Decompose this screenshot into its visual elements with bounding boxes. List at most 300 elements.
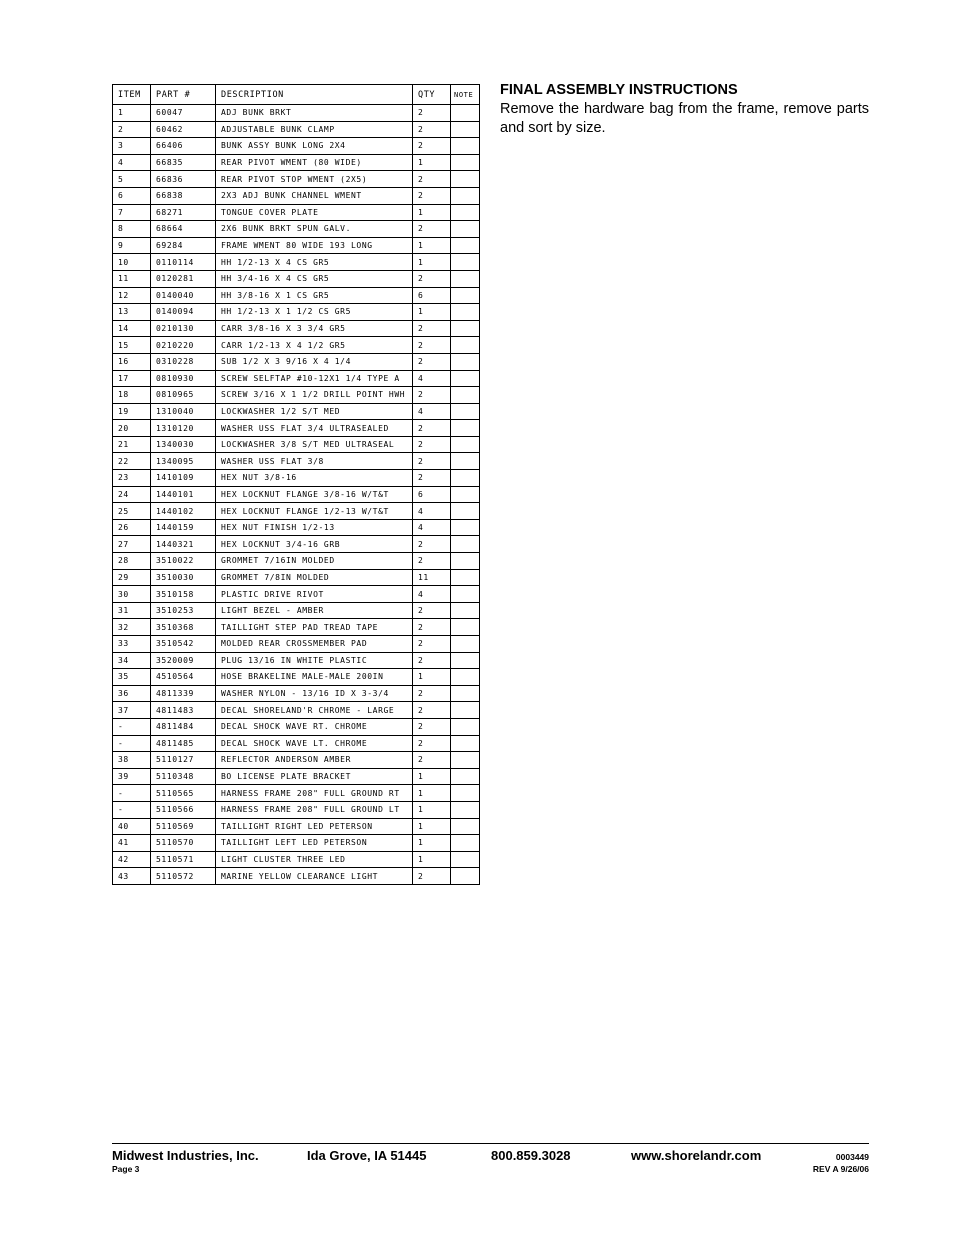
- qty-cell: 1: [413, 237, 451, 254]
- table-row: [113, 138, 480, 155]
- table-row: [113, 785, 480, 802]
- table-header-row: [113, 85, 480, 105]
- note-cell: [451, 304, 480, 321]
- description-cell: BUNK ASSY BUNK LONG 2X4: [216, 138, 413, 155]
- table-row: [113, 370, 480, 387]
- table-row: [113, 536, 480, 553]
- qty-cell: 6: [413, 287, 451, 304]
- table-row: [113, 453, 480, 470]
- item-cell: 21: [113, 436, 151, 453]
- instructions-body: Remove the hardware bag from the frame, remove parts and sort by size.: [500, 101, 869, 136]
- part-number-cell: 68271: [151, 204, 216, 221]
- description-cell: DECAL SHOCK WAVE LT. CHROME: [216, 735, 413, 752]
- part-number-cell: 3510368: [151, 619, 216, 636]
- item-cell: 8: [113, 221, 151, 238]
- qty-cell: 4: [413, 586, 451, 603]
- qty-cell: 11: [413, 569, 451, 586]
- note-cell: [451, 337, 480, 354]
- description-cell: TAILLIGHT STEP PAD TREAD TAPE: [216, 619, 413, 636]
- part-number-cell: 1310040: [151, 403, 216, 420]
- note-cell: [451, 187, 480, 204]
- part-number-cell: 4510564: [151, 669, 216, 686]
- qty-cell: 2: [413, 420, 451, 437]
- table-row: [113, 171, 480, 188]
- note-cell: [451, 105, 480, 122]
- description-cell: BO LICENSE PLATE BRACKET: [216, 768, 413, 785]
- table-row: [113, 320, 480, 337]
- qty-cell: 1: [413, 785, 451, 802]
- item-cell: -: [113, 735, 151, 752]
- note-cell: [451, 702, 480, 719]
- table-row: [113, 187, 480, 204]
- note-cell: [451, 536, 480, 553]
- item-cell: 23: [113, 470, 151, 487]
- qty-cell: 2: [413, 187, 451, 204]
- description-cell: HH 3/8-16 X 1 CS GR5: [216, 287, 413, 304]
- table-row: [113, 768, 480, 785]
- part-number-cell: 4811485: [151, 735, 216, 752]
- description-cell: GROMMET 7/16IN MOLDED: [216, 553, 413, 570]
- qty-cell: 4: [413, 403, 451, 420]
- part-number-cell: 0210220: [151, 337, 216, 354]
- note-cell: [451, 519, 480, 536]
- footer-revision: REV A 9/26/06: [812, 1164, 869, 1174]
- table-row: [113, 801, 480, 818]
- description-cell: PLUG 13/16 IN WHITE PLASTIC: [216, 652, 413, 669]
- part-number-cell: 0140040: [151, 287, 216, 304]
- note-cell: [451, 171, 480, 188]
- item-cell: 36: [113, 685, 151, 702]
- item-cell: 33: [113, 636, 151, 653]
- instructions-title: FINAL ASSEMBLY INSTRUCTIONS: [500, 82, 738, 98]
- part-number-cell: 3520009: [151, 652, 216, 669]
- qty-cell: 2: [413, 270, 451, 287]
- description-cell: WASHER NYLON - 13/16 ID X 3-3/4: [216, 685, 413, 702]
- part-number-cell: 1440321: [151, 536, 216, 553]
- part-number-cell: 0210130: [151, 320, 216, 337]
- qty-cell: 2: [413, 138, 451, 155]
- item-cell: 10: [113, 254, 151, 271]
- table-row: [113, 221, 480, 238]
- description-cell: HEX LOCKNUT FLANGE 1/2-13 W/T&T: [216, 503, 413, 520]
- description-cell: SCREW 3/16 X 1 1/2 DRILL POINT HWH: [216, 387, 413, 404]
- footer-page-number: Page 3: [112, 1164, 140, 1174]
- table-row: [113, 569, 480, 586]
- description-cell: LIGHT CLUSTER THREE LED: [216, 851, 413, 868]
- item-cell: 1: [113, 105, 151, 122]
- part-number-cell: 0140094: [151, 304, 216, 321]
- part-number-cell: 66835: [151, 154, 216, 171]
- part-number-cell: 5110127: [151, 752, 216, 769]
- item-cell: 28: [113, 553, 151, 570]
- item-cell: 13: [113, 304, 151, 321]
- table-row: [113, 353, 480, 370]
- table-row: [113, 403, 480, 420]
- description-cell: LOCKWASHER 3/8 S/T MED ULTRASEAL: [216, 436, 413, 453]
- item-cell: -: [113, 801, 151, 818]
- part-number-cell: 5110570: [151, 835, 216, 852]
- final-assembly-instructions: [500, 80, 869, 138]
- description-cell: HH 1/2-13 X 1 1/2 CS GR5: [216, 304, 413, 321]
- qty-cell: 1: [413, 204, 451, 221]
- note-cell: [451, 801, 480, 818]
- footer-website: www.shorelandr.com: [631, 1148, 762, 1163]
- item-cell: 25: [113, 503, 151, 520]
- item-cell: 6: [113, 187, 151, 204]
- qty-cell: 2: [413, 453, 451, 470]
- table-row: [113, 304, 480, 321]
- description-cell: WASHER USS FLAT 3/8: [216, 453, 413, 470]
- description-cell: CARR 1/2-13 X 4 1/2 GR5: [216, 337, 413, 354]
- item-cell: 37: [113, 702, 151, 719]
- table-row: [113, 420, 480, 437]
- footer-doc-number: 0003449: [835, 1152, 869, 1162]
- note-cell: [451, 403, 480, 420]
- description-cell: HEX NUT FINISH 1/2-13: [216, 519, 413, 536]
- table-row: [113, 105, 480, 122]
- note-cell: [451, 470, 480, 487]
- description-cell: HARNESS FRAME 208" FULL GROUND LT: [216, 801, 413, 818]
- note-cell: [451, 121, 480, 138]
- note-cell: [451, 486, 480, 503]
- description-cell: TAILLIGHT LEFT LED PETERSON: [216, 835, 413, 852]
- qty-cell: 1: [413, 818, 451, 835]
- footer-divider: [112, 1143, 869, 1144]
- part-number-cell: 60462: [151, 121, 216, 138]
- item-cell: 30: [113, 586, 151, 603]
- part-number-cell: 4811484: [151, 718, 216, 735]
- qty-cell: 1: [413, 669, 451, 686]
- table-row: [113, 237, 480, 254]
- qty-cell: 2: [413, 685, 451, 702]
- item-cell: 42: [113, 851, 151, 868]
- col-header-part: PART #: [151, 85, 216, 105]
- note-cell: [451, 353, 480, 370]
- part-number-cell: 66406: [151, 138, 216, 155]
- item-cell: 20: [113, 420, 151, 437]
- qty-cell: 2: [413, 470, 451, 487]
- table-row: [113, 387, 480, 404]
- item-cell: 43: [113, 868, 151, 885]
- note-cell: [451, 569, 480, 586]
- description-cell: DECAL SHOCK WAVE RT. CHROME: [216, 718, 413, 735]
- table-row: [113, 586, 480, 603]
- table-row: [113, 619, 480, 636]
- table-row: [113, 519, 480, 536]
- description-cell: HEX LOCKNUT 3/4-16 GRB: [216, 536, 413, 553]
- part-number-cell: 1310120: [151, 420, 216, 437]
- table-row: [113, 204, 480, 221]
- item-cell: 3: [113, 138, 151, 155]
- item-cell: 2: [113, 121, 151, 138]
- part-number-cell: 5110572: [151, 868, 216, 885]
- qty-cell: 2: [413, 553, 451, 570]
- item-cell: 32: [113, 619, 151, 636]
- note-cell: [451, 503, 480, 520]
- note-cell: [451, 204, 480, 221]
- note-cell: [451, 237, 480, 254]
- note-cell: [451, 320, 480, 337]
- table-row: [113, 436, 480, 453]
- part-number-cell: 0310228: [151, 353, 216, 370]
- note-cell: [451, 785, 480, 802]
- description-cell: ADJUSTABLE BUNK CLAMP: [216, 121, 413, 138]
- item-cell: 40: [113, 818, 151, 835]
- table-row: [113, 835, 480, 852]
- item-cell: 41: [113, 835, 151, 852]
- qty-cell: 2: [413, 171, 451, 188]
- item-cell: 19: [113, 403, 151, 420]
- table-row: [113, 851, 480, 868]
- description-cell: FRAME WMENT 80 WIDE 193 LONG: [216, 237, 413, 254]
- part-number-cell: 4811483: [151, 702, 216, 719]
- item-cell: 17: [113, 370, 151, 387]
- note-cell: [451, 254, 480, 271]
- note-cell: [451, 270, 480, 287]
- part-number-cell: 3510542: [151, 636, 216, 653]
- part-number-cell: 5110565: [151, 785, 216, 802]
- note-cell: [451, 154, 480, 171]
- description-cell: REAR PIVOT STOP WMENT (2X5): [216, 171, 413, 188]
- description-cell: PLASTIC DRIVE RIVOT: [216, 586, 413, 603]
- col-header-description: DESCRIPTION: [216, 85, 413, 105]
- description-cell: HEX LOCKNUT FLANGE 3/8-16 W/T&T: [216, 486, 413, 503]
- item-cell: 18: [113, 387, 151, 404]
- table-row: [113, 752, 480, 769]
- footer-company: Midwest Industries, Inc.: [112, 1148, 259, 1163]
- note-cell: [451, 619, 480, 636]
- qty-cell: 2: [413, 702, 451, 719]
- part-number-cell: 1440102: [151, 503, 216, 520]
- note-cell: [451, 718, 480, 735]
- table-row: [113, 735, 480, 752]
- part-number-cell: 5110571: [151, 851, 216, 868]
- part-number-cell: 5110348: [151, 768, 216, 785]
- description-cell: 2X6 BUNK BRKT SPUN GALV.: [216, 221, 413, 238]
- table-row: [113, 254, 480, 271]
- part-number-cell: 66838: [151, 187, 216, 204]
- qty-cell: 2: [413, 602, 451, 619]
- qty-cell: 2: [413, 636, 451, 653]
- item-cell: 35: [113, 669, 151, 686]
- part-number-cell: 1410109: [151, 470, 216, 487]
- note-cell: [451, 436, 480, 453]
- qty-cell: 2: [413, 320, 451, 337]
- table-row: [113, 602, 480, 619]
- table-row: [113, 702, 480, 719]
- part-number-cell: 0120281: [151, 270, 216, 287]
- part-number-cell: 3510022: [151, 553, 216, 570]
- item-cell: 22: [113, 453, 151, 470]
- note-cell: [451, 652, 480, 669]
- table-row: [113, 503, 480, 520]
- qty-cell: 2: [413, 121, 451, 138]
- table-row: [113, 470, 480, 487]
- part-number-cell: 3510030: [151, 569, 216, 586]
- item-cell: 7: [113, 204, 151, 221]
- description-cell: SUB 1/2 X 3 9/16 X 4 1/4: [216, 353, 413, 370]
- note-cell: [451, 851, 480, 868]
- description-cell: MOLDED REAR CROSSMEMBER PAD: [216, 636, 413, 653]
- item-cell: -: [113, 785, 151, 802]
- table-row: [113, 154, 480, 171]
- table-row: [113, 652, 480, 669]
- note-cell: [451, 586, 480, 603]
- part-number-cell: 0810965: [151, 387, 216, 404]
- qty-cell: 2: [413, 436, 451, 453]
- item-cell: 12: [113, 287, 151, 304]
- qty-cell: 4: [413, 370, 451, 387]
- item-cell: 5: [113, 171, 151, 188]
- note-cell: [451, 221, 480, 238]
- part-number-cell: 1440101: [151, 486, 216, 503]
- part-number-cell: 68664: [151, 221, 216, 238]
- note-cell: [451, 387, 480, 404]
- part-number-cell: 69284: [151, 237, 216, 254]
- part-number-cell: 0110114: [151, 254, 216, 271]
- description-cell: MARINE YELLOW CLEARANCE LIGHT: [216, 868, 413, 885]
- note-cell: [451, 453, 480, 470]
- item-cell: 26: [113, 519, 151, 536]
- qty-cell: 2: [413, 221, 451, 238]
- qty-cell: 2: [413, 337, 451, 354]
- description-cell: HH 3/4-16 X 4 CS GR5: [216, 270, 413, 287]
- item-cell: 16: [113, 353, 151, 370]
- table-row: [113, 486, 480, 503]
- qty-cell: 1: [413, 768, 451, 785]
- description-cell: SCREW SELFTAP #10-12X1 1/4 TYPE A: [216, 370, 413, 387]
- note-cell: [451, 602, 480, 619]
- description-cell: HARNESS FRAME 208" FULL GROUND RT: [216, 785, 413, 802]
- table-row: [113, 270, 480, 287]
- table-row: [113, 121, 480, 138]
- note-cell: [451, 287, 480, 304]
- description-cell: REFLECTOR ANDERSON AMBER: [216, 752, 413, 769]
- note-cell: [451, 138, 480, 155]
- part-number-cell: 5110569: [151, 818, 216, 835]
- note-cell: [451, 835, 480, 852]
- item-cell: 38: [113, 752, 151, 769]
- table-row: [113, 718, 480, 735]
- description-cell: CARR 3/8-16 X 3 3/4 GR5: [216, 320, 413, 337]
- item-cell: 39: [113, 768, 151, 785]
- description-cell: HEX NUT 3/8-16: [216, 470, 413, 487]
- col-header-item: ITEM: [113, 85, 151, 105]
- note-cell: [451, 735, 480, 752]
- description-cell: REAR PIVOT WMENT (80 WIDE): [216, 154, 413, 171]
- table-row: [113, 818, 480, 835]
- description-cell: HOSE BRAKELINE MALE-MALE 200IN: [216, 669, 413, 686]
- qty-cell: 2: [413, 652, 451, 669]
- qty-cell: 2: [413, 536, 451, 553]
- footer-phone: 800.859.3028: [491, 1148, 571, 1163]
- qty-cell: 1: [413, 851, 451, 868]
- qty-cell: 2: [413, 387, 451, 404]
- item-cell: 24: [113, 486, 151, 503]
- part-number-cell: 3510253: [151, 602, 216, 619]
- table-row: [113, 685, 480, 702]
- item-cell: 31: [113, 602, 151, 619]
- note-cell: [451, 636, 480, 653]
- description-cell: GROMMET 7/8IN MOLDED: [216, 569, 413, 586]
- description-cell: 2X3 ADJ BUNK CHANNEL WMENT: [216, 187, 413, 204]
- qty-cell: 1: [413, 835, 451, 852]
- qty-cell: 2: [413, 752, 451, 769]
- item-cell: 14: [113, 320, 151, 337]
- qty-cell: 1: [413, 304, 451, 321]
- footer-location: Ida Grove, IA 51445: [307, 1148, 427, 1163]
- description-cell: TONGUE COVER PLATE: [216, 204, 413, 221]
- item-cell: 4: [113, 154, 151, 171]
- description-cell: LIGHT BEZEL - AMBER: [216, 602, 413, 619]
- description-cell: TAILLIGHT RIGHT LED PETERSON: [216, 818, 413, 835]
- table-row: [113, 553, 480, 570]
- part-number-cell: 5110566: [151, 801, 216, 818]
- qty-cell: 4: [413, 519, 451, 536]
- note-cell: [451, 818, 480, 835]
- part-number-cell: 1340095: [151, 453, 216, 470]
- table-row: [113, 636, 480, 653]
- qty-cell: 6: [413, 486, 451, 503]
- note-cell: [451, 553, 480, 570]
- qty-cell: 1: [413, 254, 451, 271]
- item-cell: 9: [113, 237, 151, 254]
- part-number-cell: 1340030: [151, 436, 216, 453]
- note-cell: [451, 752, 480, 769]
- qty-cell: 2: [413, 868, 451, 885]
- qty-cell: 1: [413, 154, 451, 171]
- part-number-cell: 3510158: [151, 586, 216, 603]
- description-cell: WASHER USS FLAT 3/4 ULTRASEALED: [216, 420, 413, 437]
- parts-table-body: [113, 105, 480, 885]
- qty-cell: 2: [413, 619, 451, 636]
- item-cell: 29: [113, 569, 151, 586]
- qty-cell: 4: [413, 503, 451, 520]
- table-row: [113, 287, 480, 304]
- qty-cell: 2: [413, 353, 451, 370]
- note-cell: [451, 420, 480, 437]
- qty-cell: 1: [413, 801, 451, 818]
- item-cell: 15: [113, 337, 151, 354]
- table-row: [113, 868, 480, 885]
- part-number-cell: 0810930: [151, 370, 216, 387]
- item-cell: -: [113, 718, 151, 735]
- description-cell: DECAL SHORELAND'R CHROME - LARGE: [216, 702, 413, 719]
- qty-cell: 2: [413, 735, 451, 752]
- qty-cell: 2: [413, 718, 451, 735]
- note-cell: [451, 685, 480, 702]
- parts-list-table: [112, 84, 480, 885]
- item-cell: 11: [113, 270, 151, 287]
- table-row: [113, 337, 480, 354]
- item-cell: 34: [113, 652, 151, 669]
- col-header-qty: QTY: [413, 85, 451, 105]
- note-cell: [451, 868, 480, 885]
- note-cell: [451, 669, 480, 686]
- item-cell: 27: [113, 536, 151, 553]
- col-header-note: NOTE: [451, 85, 480, 105]
- note-cell: [451, 768, 480, 785]
- part-number-cell: 66836: [151, 171, 216, 188]
- part-number-cell: 60047: [151, 105, 216, 122]
- description-cell: HH 1/2-13 X 4 CS GR5: [216, 254, 413, 271]
- qty-cell: 2: [413, 105, 451, 122]
- part-number-cell: 4811339: [151, 685, 216, 702]
- description-cell: ADJ BUNK BRKT: [216, 105, 413, 122]
- table-row: [113, 669, 480, 686]
- note-cell: [451, 370, 480, 387]
- part-number-cell: 1440159: [151, 519, 216, 536]
